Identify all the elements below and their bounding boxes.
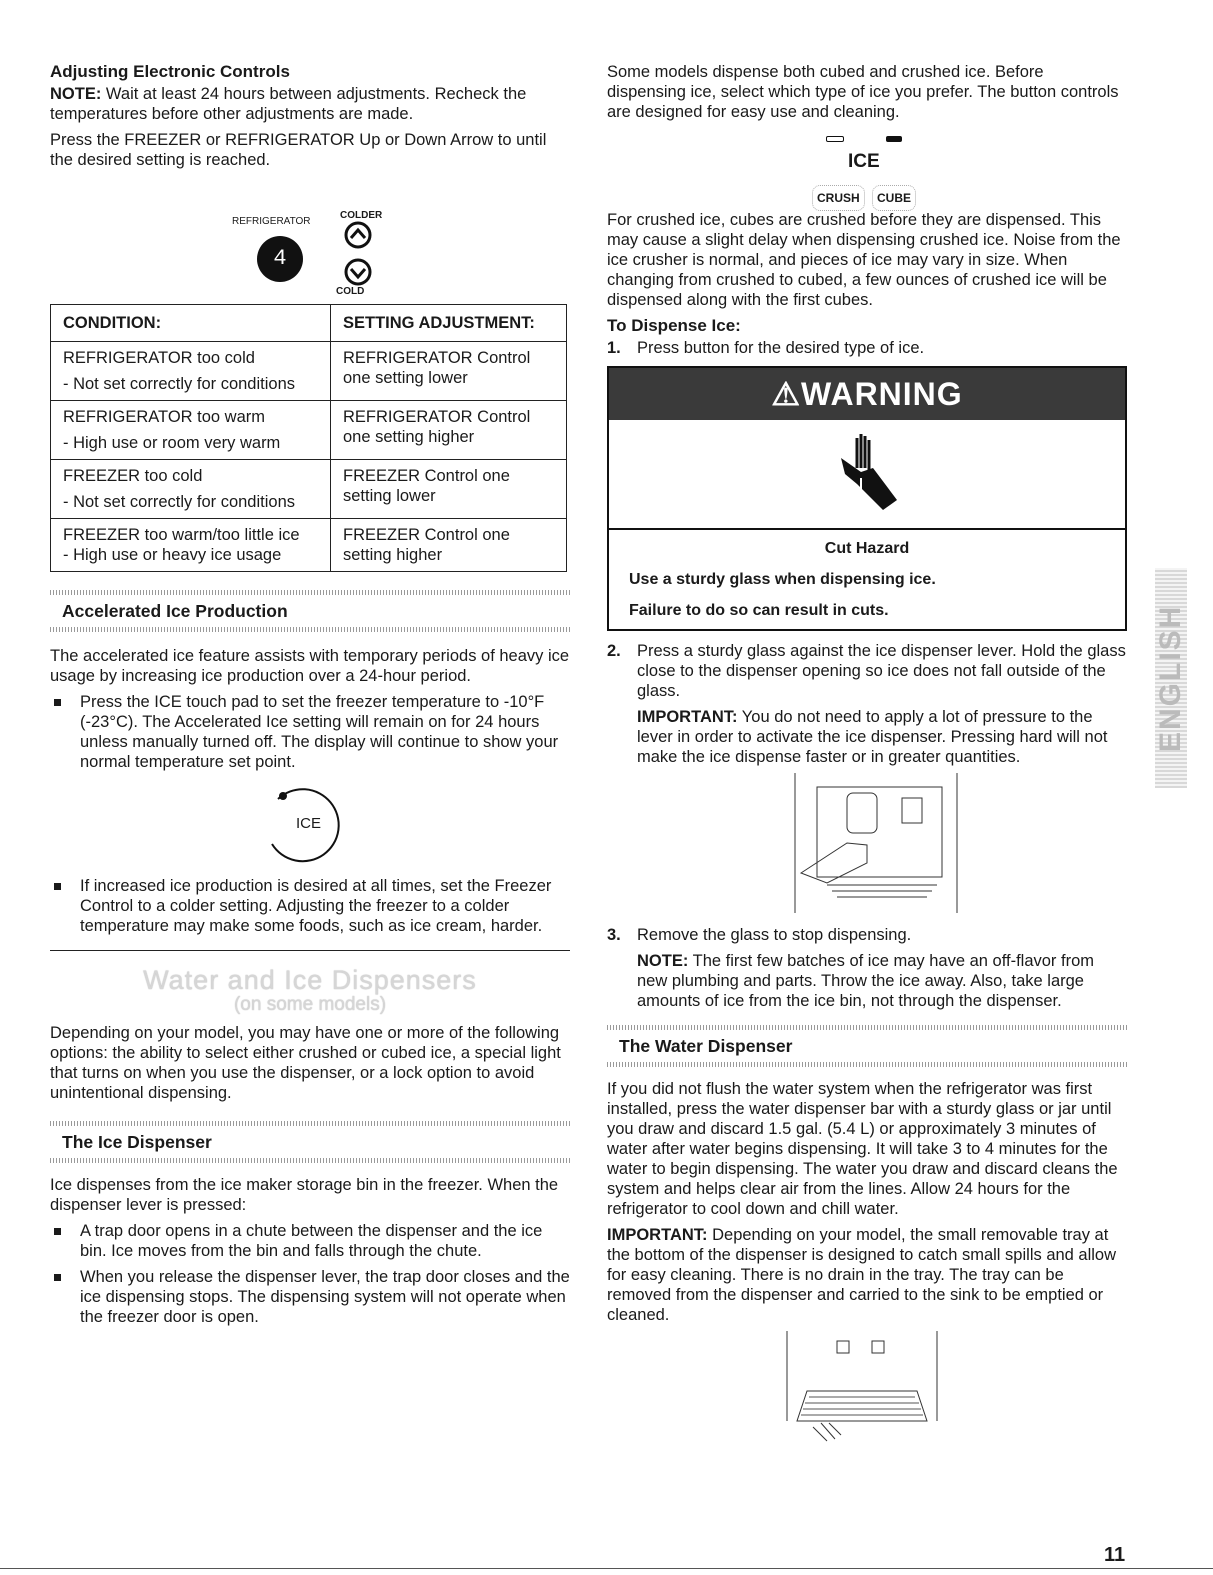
water-dispenser-heading: The Water Dispenser bbox=[619, 1036, 793, 1056]
right-column bbox=[607, 62, 1127, 1451]
condition-text: REFRIGERATOR too cold bbox=[63, 349, 255, 367]
cube-button[interactable]: CUBE bbox=[872, 185, 916, 211]
table-header-row bbox=[51, 305, 567, 342]
adjustment-cell: REFRIGERATOR Control one setting lower bbox=[331, 342, 567, 401]
condition-cell bbox=[51, 460, 331, 519]
step-text: Remove the glass to stop dispensing. bbox=[637, 926, 912, 944]
sidebar-label: ENGLISH bbox=[1154, 604, 1187, 752]
condition-table bbox=[50, 304, 567, 572]
list-item: When you release the dispenser lever, the trap door closes and the ice dispensing stops. The dispensing system will not operate when the freezer door is open. bbox=[50, 1267, 570, 1327]
accel-intro: The accelerated ice feature assists with temporary periods of heavy ice usage by increasing ice production over a 24-hour period. bbox=[50, 647, 570, 685]
glass-dispenser-illustration bbox=[607, 773, 1127, 913]
cold-arrow-button[interactable] bbox=[343, 257, 373, 287]
section-rule bbox=[50, 950, 570, 951]
condition-header: CONDITION: bbox=[51, 305, 331, 342]
adjustment-cell: FREEZER Control one setting higher bbox=[331, 519, 567, 572]
condition-text: REFRIGERATOR too warm bbox=[63, 408, 266, 426]
ice-dispenser-heading: The Ice Dispenser bbox=[62, 1132, 212, 1152]
list-item: If increased ice production is desired at all times, set the Freezer Control to a colder setting. Adjusting the freezer to a colder temperature may make some foods, such as ice cream, harder. bbox=[50, 876, 570, 936]
note-paragraph bbox=[50, 84, 570, 124]
dispense-ice-heading: To Dispense Ice: bbox=[607, 316, 741, 335]
cut-hazard-icon bbox=[609, 420, 1125, 530]
important-text: Depending on your model, the small removable tray at the bottom of the dispenser is designed to catch small spills and allow for easy cleaning. There is no drain in the tray. The tray can be removed from the dispenser and carried to the sink to be emptied or cleaned. bbox=[607, 1226, 1117, 1324]
section-intro: Depending on your model, you may have one or more of the following options: the ability to select either crushed or cubed ice, a special light that turns on when you use the dispenser, or a lock option to avoid unintentional dispensing. bbox=[50, 1024, 561, 1102]
language-sidebar bbox=[1155, 568, 1187, 788]
condition-text: FREEZER too cold bbox=[63, 467, 203, 485]
note-paragraph bbox=[637, 951, 1127, 1011]
ice-dispenser-list bbox=[50, 1221, 570, 1327]
temperature-display bbox=[257, 236, 303, 282]
warning-line-1: Use a sturdy glass when dispensing ice. bbox=[629, 571, 936, 588]
step-number: 2. bbox=[607, 642, 621, 660]
cold-label: COLD bbox=[336, 286, 365, 297]
condition-detail: - High use or heavy ice usage bbox=[63, 546, 282, 564]
warning-line-2: Failure to do so can result in cuts. bbox=[629, 602, 889, 619]
important-text: You do not need to apply a lot of pressure to the lever in order to activate the ice dispenser. Pressing hard will not make the ice dispense faster or in greater quantities. bbox=[637, 708, 1108, 766]
crushed-ice-paragraph: For crushed ice, cubes are crushed before they are dispensed. This may cause a slight delay when dispensing crushed ice. Noise from the ice crusher is normal, and pieces of ice may vary in size. When changing from crushed to cubed, a few ounces of crushed ice will be dispensed along with the first cubes. bbox=[607, 211, 1121, 309]
adjustment-header: SETTING ADJUSTMENT: bbox=[331, 305, 567, 342]
note-text: The first few batches of ice may have an off-flavor from new plumbing and parts. Throw the ice away. Also, take large amounts of ice from the ice bin, not through the dispenser. bbox=[637, 952, 1094, 1010]
press-paragraph: Press the FREEZER or REFRIGERATOR Up or Down Arrow to until the desired setting is reached. bbox=[50, 131, 547, 169]
accel-list-2 bbox=[50, 876, 570, 936]
step-1 bbox=[607, 338, 1127, 358]
crush-button[interactable]: CRUSH bbox=[812, 185, 865, 211]
ice-selector-illustration bbox=[607, 128, 1127, 210]
important-paragraph bbox=[637, 707, 1127, 767]
display-value: 4 bbox=[273, 246, 287, 271]
water-paragraph: If you did not flush the water system when the refrigerator was first installed, press the water dispenser bar with a sturdy glass or jar until you draw and discard 1.5 gal. (5.4 L) or approximately 3 minutes of water after water begins dispensing. It will take 3 to 4 minutes for the water to begin dispensing. The water you draw and discard cleans the system and helps clear air from the lines. Allow 24 hours for the refrigerator to cool down and chill water. bbox=[607, 1080, 1118, 1218]
left-column bbox=[50, 62, 570, 1333]
note-label: NOTE: bbox=[637, 952, 689, 970]
list-item: A trap door opens in a chute between the dispenser and the ice bin. Ice moves from the bin and falls through the chute. bbox=[50, 1221, 570, 1261]
divider bbox=[50, 627, 570, 632]
step-number: 3. bbox=[607, 926, 621, 944]
right-intro: Some models dispense both cubed and crushed ice. Before dispensing ice, select which type of ice you prefer. The button controls are designed for easy use and cleaning. bbox=[607, 63, 1119, 121]
ice-button-label: ICE bbox=[296, 815, 322, 832]
important-label: IMPORTANT: bbox=[637, 708, 738, 726]
condition-cell bbox=[51, 519, 331, 572]
condition-detail: - High use or room very warm bbox=[63, 434, 281, 452]
on-some-models-subtitle: (on some models) bbox=[233, 994, 387, 1015]
step-text: Press a sturdy glass against the ice dispenser lever. Hold the glass close to the dispenser opening so ice does not fall outside of the glass. bbox=[637, 642, 1126, 700]
colder-label: COLDER bbox=[340, 210, 383, 221]
bottom-rule bbox=[0, 1568, 1213, 1569]
step-2 bbox=[607, 641, 1127, 767]
refrigerator-label: REFRIGERATOR bbox=[232, 216, 311, 227]
adjustment-cell: FREEZER Control one setting lower bbox=[331, 460, 567, 519]
condition-cell bbox=[51, 401, 331, 460]
table-row bbox=[51, 519, 567, 572]
important-2-paragraph bbox=[607, 1225, 1127, 1325]
dispense-steps-3 bbox=[607, 925, 1127, 1011]
condition-detail: - Not set correctly for conditions bbox=[63, 375, 295, 393]
list-item: Press the ICE touch pad to set the freezer temperature to -10°F (-23°C). The Accelerated Ice setting will remain on for 24 hours unless manually turned off. The display will continue to show your normal temperature set point. bbox=[50, 692, 570, 772]
water-ice-dispensers-title: Water and Ice Dispensers bbox=[143, 965, 477, 995]
step-text: Press button for the desired type of ice. bbox=[637, 339, 925, 357]
note-text: Wait at least 24 hours between adjustments. Recheck the temperatures before other adjustments are made. bbox=[50, 85, 527, 123]
accelerated-ice-heading: Accelerated Ice Production bbox=[62, 601, 288, 621]
dispense-steps-2 bbox=[607, 641, 1127, 767]
adjustment-cell: REFRIGERATOR Control one setting higher bbox=[331, 401, 567, 460]
ice-label: ICE bbox=[848, 151, 880, 172]
ice-button-illustration[interactable] bbox=[50, 778, 570, 868]
hazard-title: Cut Hazard bbox=[824, 540, 910, 557]
crush-indicator-icon bbox=[826, 136, 844, 142]
page-number: 11 bbox=[1104, 1544, 1126, 1566]
condition-cell bbox=[51, 342, 331, 401]
step-number: 1. bbox=[607, 339, 621, 357]
ice-dispenser-intro: Ice dispenses from the ice maker storage bin in the freezer. When the dispenser lever is pressed: bbox=[50, 1176, 559, 1214]
colder-arrow-button[interactable] bbox=[343, 220, 373, 250]
warning-box bbox=[607, 366, 1127, 631]
step-3 bbox=[607, 925, 1127, 1011]
divider bbox=[50, 1158, 570, 1163]
condition-detail: - Not set correctly for conditions bbox=[63, 493, 295, 511]
tray-illustration bbox=[607, 1331, 1127, 1451]
condition-text: FREEZER too warm/too little ice bbox=[63, 526, 300, 544]
table-row bbox=[51, 460, 567, 519]
note-label: NOTE: bbox=[50, 85, 102, 103]
control-illustration bbox=[50, 176, 570, 286]
divider bbox=[607, 1062, 1127, 1067]
warning-title: ⚠WARNING bbox=[609, 368, 1125, 420]
important-label: IMPORTANT: bbox=[607, 1226, 708, 1244]
accel-list bbox=[50, 692, 570, 772]
warning-body bbox=[609, 530, 1125, 629]
cube-indicator-icon bbox=[886, 136, 902, 142]
dispense-steps bbox=[607, 338, 1127, 358]
adjusting-controls-heading: Adjusting Electronic Controls bbox=[50, 62, 290, 81]
table-row bbox=[51, 342, 567, 401]
table-row bbox=[51, 401, 567, 460]
